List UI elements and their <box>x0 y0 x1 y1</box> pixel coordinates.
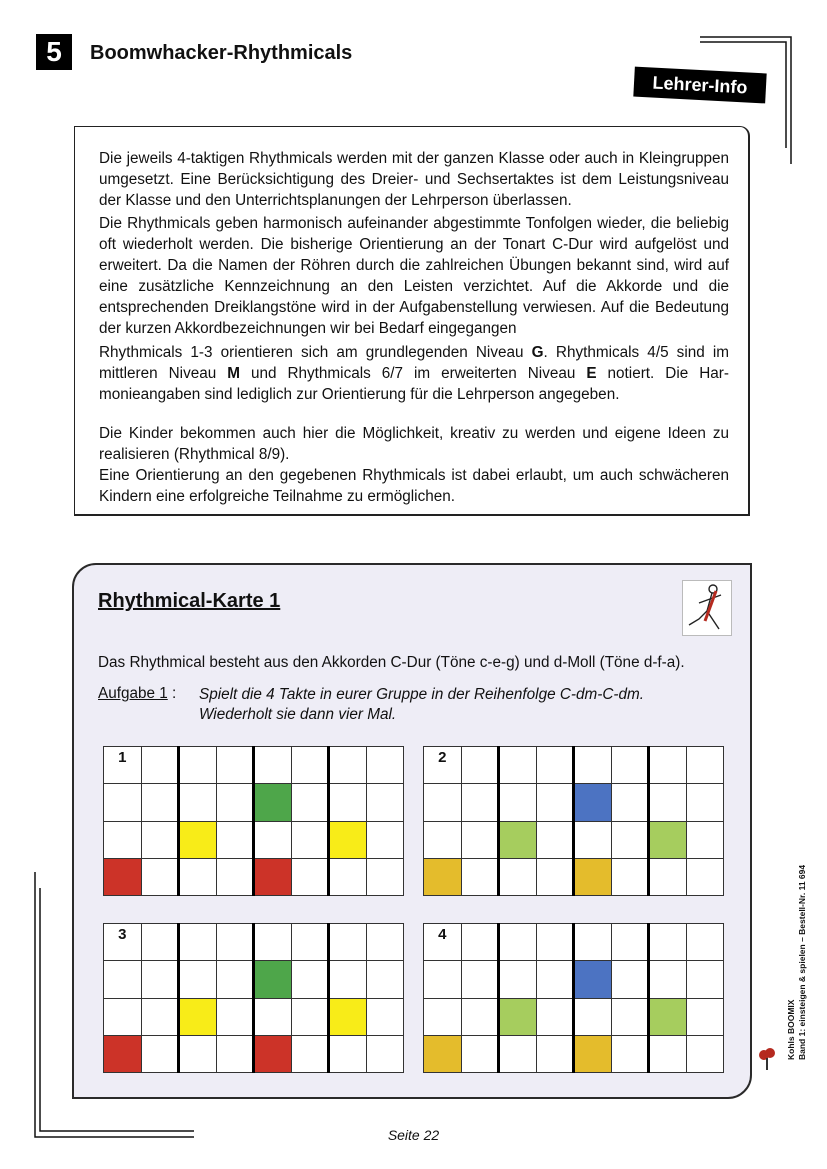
grid-cell <box>216 784 254 821</box>
grid-row <box>424 961 724 998</box>
grid-row <box>424 747 724 784</box>
stick-figure-with-boomwhacker-icon <box>682 580 732 636</box>
grid-cell <box>686 924 724 961</box>
grid-cell <box>366 858 404 895</box>
grid-cell <box>611 821 649 858</box>
grid-number: 1 <box>118 749 127 766</box>
grid-cell <box>366 747 404 784</box>
grid-cell <box>329 821 367 858</box>
task-label: Aufgabe 1 <box>98 685 168 702</box>
grid-cell <box>216 821 254 858</box>
grid-cell <box>104 821 142 858</box>
grid-cell <box>424 784 462 821</box>
grid-cell <box>424 747 462 784</box>
grid-cell <box>574 961 612 998</box>
grid-cell <box>536 747 574 784</box>
grid-row <box>104 784 404 821</box>
grid-row <box>104 821 404 858</box>
grid-cell <box>574 998 612 1035</box>
grid-cell <box>254 747 292 784</box>
grid-row <box>424 998 724 1035</box>
grid-cell <box>254 784 292 821</box>
grid-cell <box>611 998 649 1035</box>
grid-cell <box>254 961 292 998</box>
grid-cell <box>254 998 292 1035</box>
grid-cell <box>536 961 574 998</box>
grid-cell <box>291 821 329 858</box>
grid-cell <box>216 1035 254 1072</box>
volume-and-order-number: Band 1: einsteigen & spielen – Bestell-Nr. 11 694 <box>797 864 807 1060</box>
grid-cell <box>686 858 724 895</box>
grid-cell <box>141 821 179 858</box>
grid-cell <box>366 1035 404 1072</box>
grid-cell <box>611 747 649 784</box>
grid-cell <box>141 747 179 784</box>
grid-cell <box>329 784 367 821</box>
grid-cell <box>254 858 292 895</box>
info-p4-text-1: Die Kinder bekommen auch hier die Möglichkeit, kreativ zu werden und eigene Ideen zu realisieren (Rhythmical 8/9). <box>99 425 729 463</box>
info-p4-text-2: Eine Orientierung an den gegebenen Rhythmicals ist dabei erlaubt, um auch schwächeren Kindern eine erfolgreiche Teilnahme zu ermöglichen. <box>99 467 729 505</box>
grid-cell <box>686 821 724 858</box>
page-number: Seite 22 <box>387 1127 440 1143</box>
grid-cell <box>574 784 612 821</box>
card-description: Das Rhythmical besteht aus den Akkorden C-Dur (Töne c-e-g) und d-Moll (Töne d-f-a). <box>98 654 685 671</box>
info-p3-text-1: Rhythmicals 1-3 orientieren sich am grundlegenden Niveau <box>99 344 532 361</box>
grid-cell <box>179 821 217 858</box>
grid-cell <box>461 747 499 784</box>
grid-row <box>424 821 724 858</box>
grid-row <box>424 924 724 961</box>
grid-cell <box>611 784 649 821</box>
info-p3-text-2: . Rhythmicals 4/5 sind im mittleren Niveau <box>99 344 729 382</box>
grid-cell <box>611 858 649 895</box>
grid-cell <box>179 747 217 784</box>
grid-cell <box>649 784 687 821</box>
grid-cell <box>291 747 329 784</box>
level-g: G <box>531 344 544 361</box>
grid-number: 4 <box>438 926 447 943</box>
info-paragraph-4 <box>99 423 729 507</box>
grid-cell <box>574 821 612 858</box>
grid-cell <box>574 858 612 895</box>
grid-cell <box>461 784 499 821</box>
grid-cell <box>499 747 537 784</box>
grid-cell <box>366 821 404 858</box>
info-paragraph-1: Die jeweils 4-taktigen Rhythmicals werden mit der ganzen Klasse oder auch in Kleingruppen umgesetzt. Eine Berücksichtigung des Dreier- und Sechsertaktes ist dem Leistungsniveau der Klasse und den Unterrichtsplanungen der Lehrperson überlassen. <box>99 150 729 209</box>
grid-cell <box>574 924 612 961</box>
grid-cell <box>424 821 462 858</box>
grid-cell <box>686 747 724 784</box>
grid-cell <box>216 998 254 1035</box>
grid-cell <box>291 858 329 895</box>
grid-cell <box>649 821 687 858</box>
grid-cell <box>461 998 499 1035</box>
grid-cell <box>329 998 367 1035</box>
grid-cell <box>611 961 649 998</box>
grid-cell <box>291 924 329 961</box>
grid-row <box>424 784 724 821</box>
grid-cell <box>536 858 574 895</box>
chapter-number-badge: 5 <box>36 34 72 70</box>
grid-number: 2 <box>438 749 447 766</box>
card-title: Rhythmical-Karte 1 <box>98 590 281 612</box>
grid-cell <box>499 784 537 821</box>
grid-cell <box>536 924 574 961</box>
rhythm-grid-4 <box>423 923 724 1073</box>
info-p3-text-4: notiert. Die Harmonieangaben sind lediglich zur Orientierung für die Lehrperson angegeben. <box>99 365 729 403</box>
grid-cell <box>461 924 499 961</box>
task-colon: : <box>172 685 177 702</box>
grid-cell <box>104 747 142 784</box>
grid-cell <box>366 784 404 821</box>
rhythm-grid-2 <box>423 746 724 896</box>
grid-cell <box>649 998 687 1035</box>
level-m: M <box>227 365 240 382</box>
grid-cell <box>424 1035 462 1072</box>
grid-cell <box>366 961 404 998</box>
grid-cell <box>291 784 329 821</box>
grid-cell <box>574 1035 612 1072</box>
grid-number: 3 <box>118 926 127 943</box>
grid-cell <box>291 961 329 998</box>
grid-row <box>424 858 724 895</box>
grid-row <box>424 1035 724 1072</box>
corner-decoration-bottom-left <box>34 872 194 1138</box>
grid-cell <box>499 858 537 895</box>
teacher-info-tag: Lehrer-Info <box>633 67 766 104</box>
grid-cell <box>499 821 537 858</box>
task-line-1: Spielt die 4 Takte in eurer Gruppe in der Reihenfolge C-dm-C-dm. <box>199 686 644 703</box>
grid-cell <box>461 1035 499 1072</box>
task-text <box>199 685 719 725</box>
grid-cell <box>329 858 367 895</box>
grid-cell <box>536 821 574 858</box>
info-paragraph-3 <box>99 342 729 405</box>
grid-row <box>104 747 404 784</box>
grid-cell <box>329 747 367 784</box>
grid-cell <box>611 924 649 961</box>
grid-cell <box>461 858 499 895</box>
grid-cell <box>649 961 687 998</box>
grid-cell <box>141 784 179 821</box>
grid-cell <box>686 998 724 1035</box>
grid-cell <box>649 924 687 961</box>
grid-cell <box>574 747 612 784</box>
grid-cell <box>686 784 724 821</box>
grid-cell <box>216 747 254 784</box>
grid-cell <box>424 961 462 998</box>
grid-cell <box>329 1035 367 1072</box>
task-line-2: Wiederholt sie dann vier Mal. <box>199 706 397 723</box>
info-paragraph-2: Die Rhythmicals geben harmonisch aufeinander abgestimmte Tonfolgen wieder, die beliebig oft wiederholt werden. Die bisherige Orientierung an der Tonart C-Dur wird aufgelöst und erweitert. Da die Namen der Röhren durch die zahlreichen Übungen bekannt sind, wird auf eine zusätzliche Kennzeichnung an den Leisten verzichtet. Auf die Akkorde und die entsprechenden Dreiklangstöne wird in der Aufgabenstellung verwiesen. Auf die Bedeutung der kurzen Akkordbezeichnungen wir bei Bedarf eingegangen <box>99 215 729 337</box>
grid-cell <box>291 1035 329 1072</box>
grid-cell <box>611 1035 649 1072</box>
grid-cell <box>329 924 367 961</box>
grid-cell <box>424 924 462 961</box>
grid-cell <box>649 747 687 784</box>
grid-cell <box>366 924 404 961</box>
grid-cell <box>424 998 462 1035</box>
grid-cell <box>216 961 254 998</box>
grid-cell <box>254 821 292 858</box>
level-e: E <box>586 365 597 382</box>
grid-cell <box>424 858 462 895</box>
grid-cell <box>461 821 499 858</box>
grid-cell <box>461 961 499 998</box>
grid-cell <box>499 961 537 998</box>
publisher-side-info <box>786 750 808 1060</box>
grid-cell <box>366 998 404 1035</box>
grid-cell <box>536 1035 574 1072</box>
grid-cell <box>686 1035 724 1072</box>
kohl-verlag-logo-icon <box>756 1046 780 1072</box>
grid-cell <box>499 1035 537 1072</box>
grid-cell <box>254 1035 292 1072</box>
grid-cell <box>291 998 329 1035</box>
chapter-title: Boomwhacker-Rhythmicals <box>90 42 353 64</box>
grid-cell <box>499 924 537 961</box>
grid-cell <box>216 858 254 895</box>
grid-cell <box>254 924 292 961</box>
grid-cell <box>329 961 367 998</box>
teacher-info-box <box>74 126 750 516</box>
grid-cell <box>686 961 724 998</box>
series-name: Kohls BOOMIX <box>786 999 796 1060</box>
grid-cell <box>536 998 574 1035</box>
grid-cell <box>499 998 537 1035</box>
grid-cell <box>179 784 217 821</box>
grid-cell <box>104 784 142 821</box>
grid-cell <box>649 1035 687 1072</box>
info-p3-text-3: und Rhythmicals 6/7 im erweiterten Niveau <box>239 365 587 382</box>
grid-cell <box>536 784 574 821</box>
grid-cell <box>216 924 254 961</box>
grid-cell <box>649 858 687 895</box>
